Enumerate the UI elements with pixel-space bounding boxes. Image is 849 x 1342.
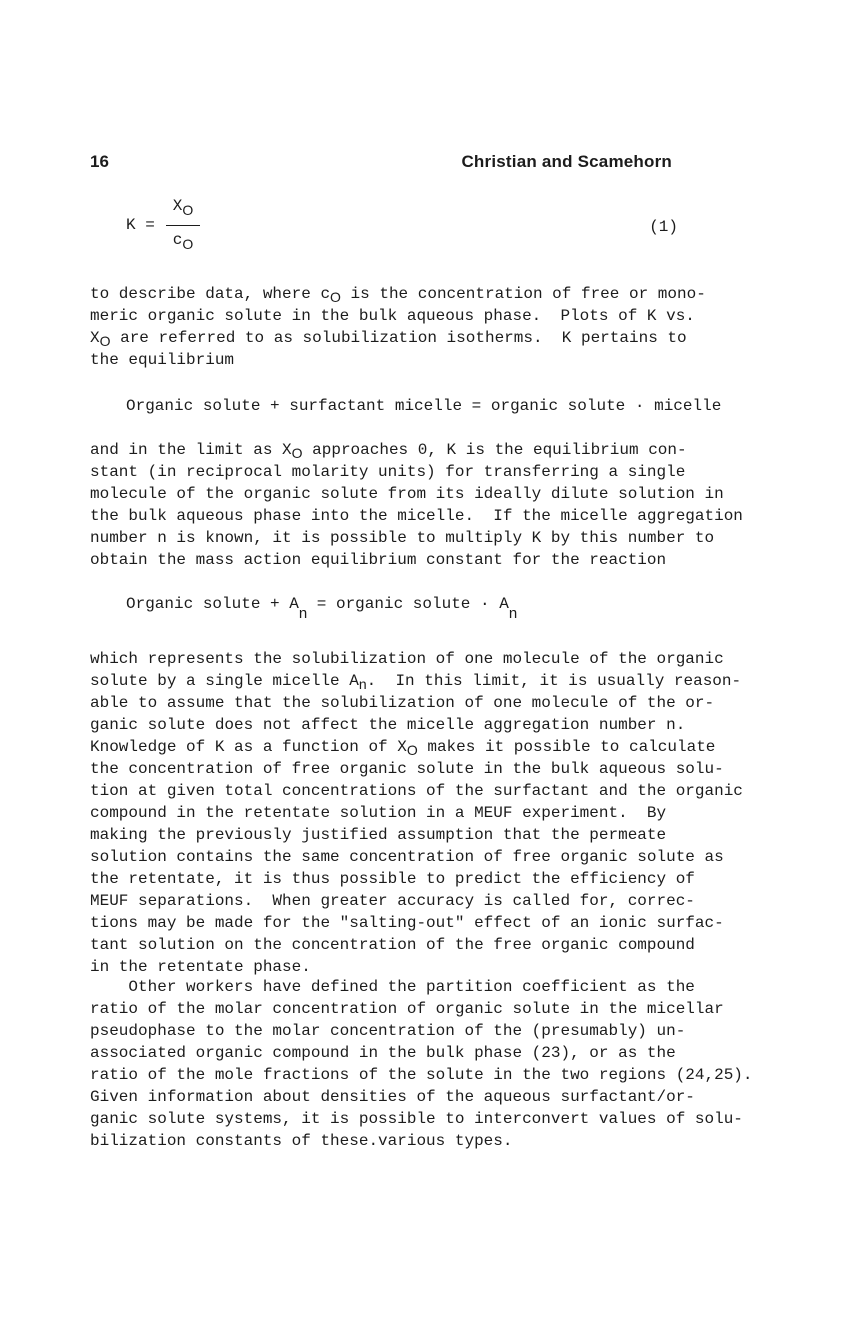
page-number: 16 — [90, 152, 109, 171]
text-line: pseudophase to the molar concentration of the (presumably) un- — [90, 1022, 686, 1040]
text-line: able to assume that the solubilization of one molecule of the or- — [90, 694, 715, 712]
text-line: which represents the solubilization of one molecule of the organic — [90, 650, 724, 668]
text-line: bilization constants of these.various types. — [90, 1132, 513, 1150]
text-line: the equilibrium — [90, 351, 235, 369]
text-line: number n is known, it is possible to multiply K by this number to — [90, 529, 715, 547]
equation-1-fraction — [166, 196, 200, 254]
text-line: molecule of the organic solute from its ideally dilute solution in — [90, 485, 724, 503]
text-line: obtain the mass action equilibrium constant for the reaction — [90, 551, 667, 569]
text-line: stant (in reciprocal molarity units) for transferring a single — [90, 463, 686, 481]
text-line: tion at given total concentrations of the surfactant and the organic — [90, 782, 743, 800]
paragraph-2 — [90, 439, 743, 571]
text-line: tant solution on the concentration of the free organic compound — [90, 936, 695, 954]
text-line: compound in the retentate solution in a MEUF experiment. By — [90, 804, 667, 822]
text-line: making the previously justified assumption that the permeate — [90, 826, 667, 844]
equation-1-lhs: K = — [126, 216, 155, 234]
text-line: Other workers have defined the partition coefficient as the — [90, 978, 695, 996]
text-line: ganic solute does not affect the micelle aggregation number n. — [90, 716, 686, 734]
text-line: the concentration of free organic solute in the bulk aqueous solu- — [90, 760, 724, 778]
reaction-equation-2: Organic solute + $A_n$ = organic solute · $A_n$ — [126, 595, 518, 622]
equation-1-numerator: $X_O$ — [172, 197, 194, 218]
text-line: tions may be made for the "salting-out" effect of an ionic surfac- — [90, 914, 724, 932]
fraction-bar — [166, 225, 200, 226]
text-line: to describe data, where $c_O$ is the concentration of free or mono- — [90, 285, 706, 305]
paragraph-3 — [90, 648, 743, 978]
text-line: Given information about densities of the aqueous surfactant/or- — [90, 1088, 695, 1106]
equation-1-denominator: $c_O$ — [172, 231, 194, 252]
text-line: the retentate, it is thus possible to predict the efficiency of — [90, 870, 695, 888]
text-line: MEUF separations. When greater accuracy is called for, correc- — [90, 892, 695, 910]
running-header-authors: Christian and Scamehorn — [461, 152, 672, 171]
text-line: ganic solute systems, it is possible to interconvert values of solu- — [90, 1110, 743, 1128]
text-line: solution contains the same concentration of free organic solute as — [90, 848, 724, 866]
text-line: solute by a single micelle $A_n$. In this limit, it is usually reason- — [90, 672, 742, 692]
equation-1-number: (1) — [649, 218, 678, 236]
reaction-equation-1: Organic solute + surfactant micelle = organic solute · micelle — [126, 397, 722, 415]
text-line: Knowledge of K as a function of $X_O$ makes it possible to calculate — [90, 738, 716, 758]
text-line: the bulk aqueous phase into the micelle. If the micelle aggregation — [90, 507, 743, 525]
equation-1 — [126, 196, 686, 266]
text-line: ratio of the molar concentration of organic solute in the micellar — [90, 1000, 724, 1018]
text-line: meric organic solute in the bulk aqueous phase. Plots of K vs. — [90, 307, 695, 325]
text-line: associated organic compound in the bulk phase (23), or as the — [90, 1044, 676, 1062]
text-line: and in the limit as $X_O$ approaches 0, K is the equilibrium con- — [90, 441, 687, 461]
text-line: $X_O$ are referred to as solubilization isotherms. K pertains to — [90, 329, 687, 349]
text-line: in the retentate phase. — [90, 958, 311, 976]
text-line: ratio of the mole fractions of the solute in the two regions (24,25). — [90, 1066, 753, 1084]
paragraph-1 — [90, 283, 730, 371]
paragraph-4 — [90, 976, 753, 1152]
